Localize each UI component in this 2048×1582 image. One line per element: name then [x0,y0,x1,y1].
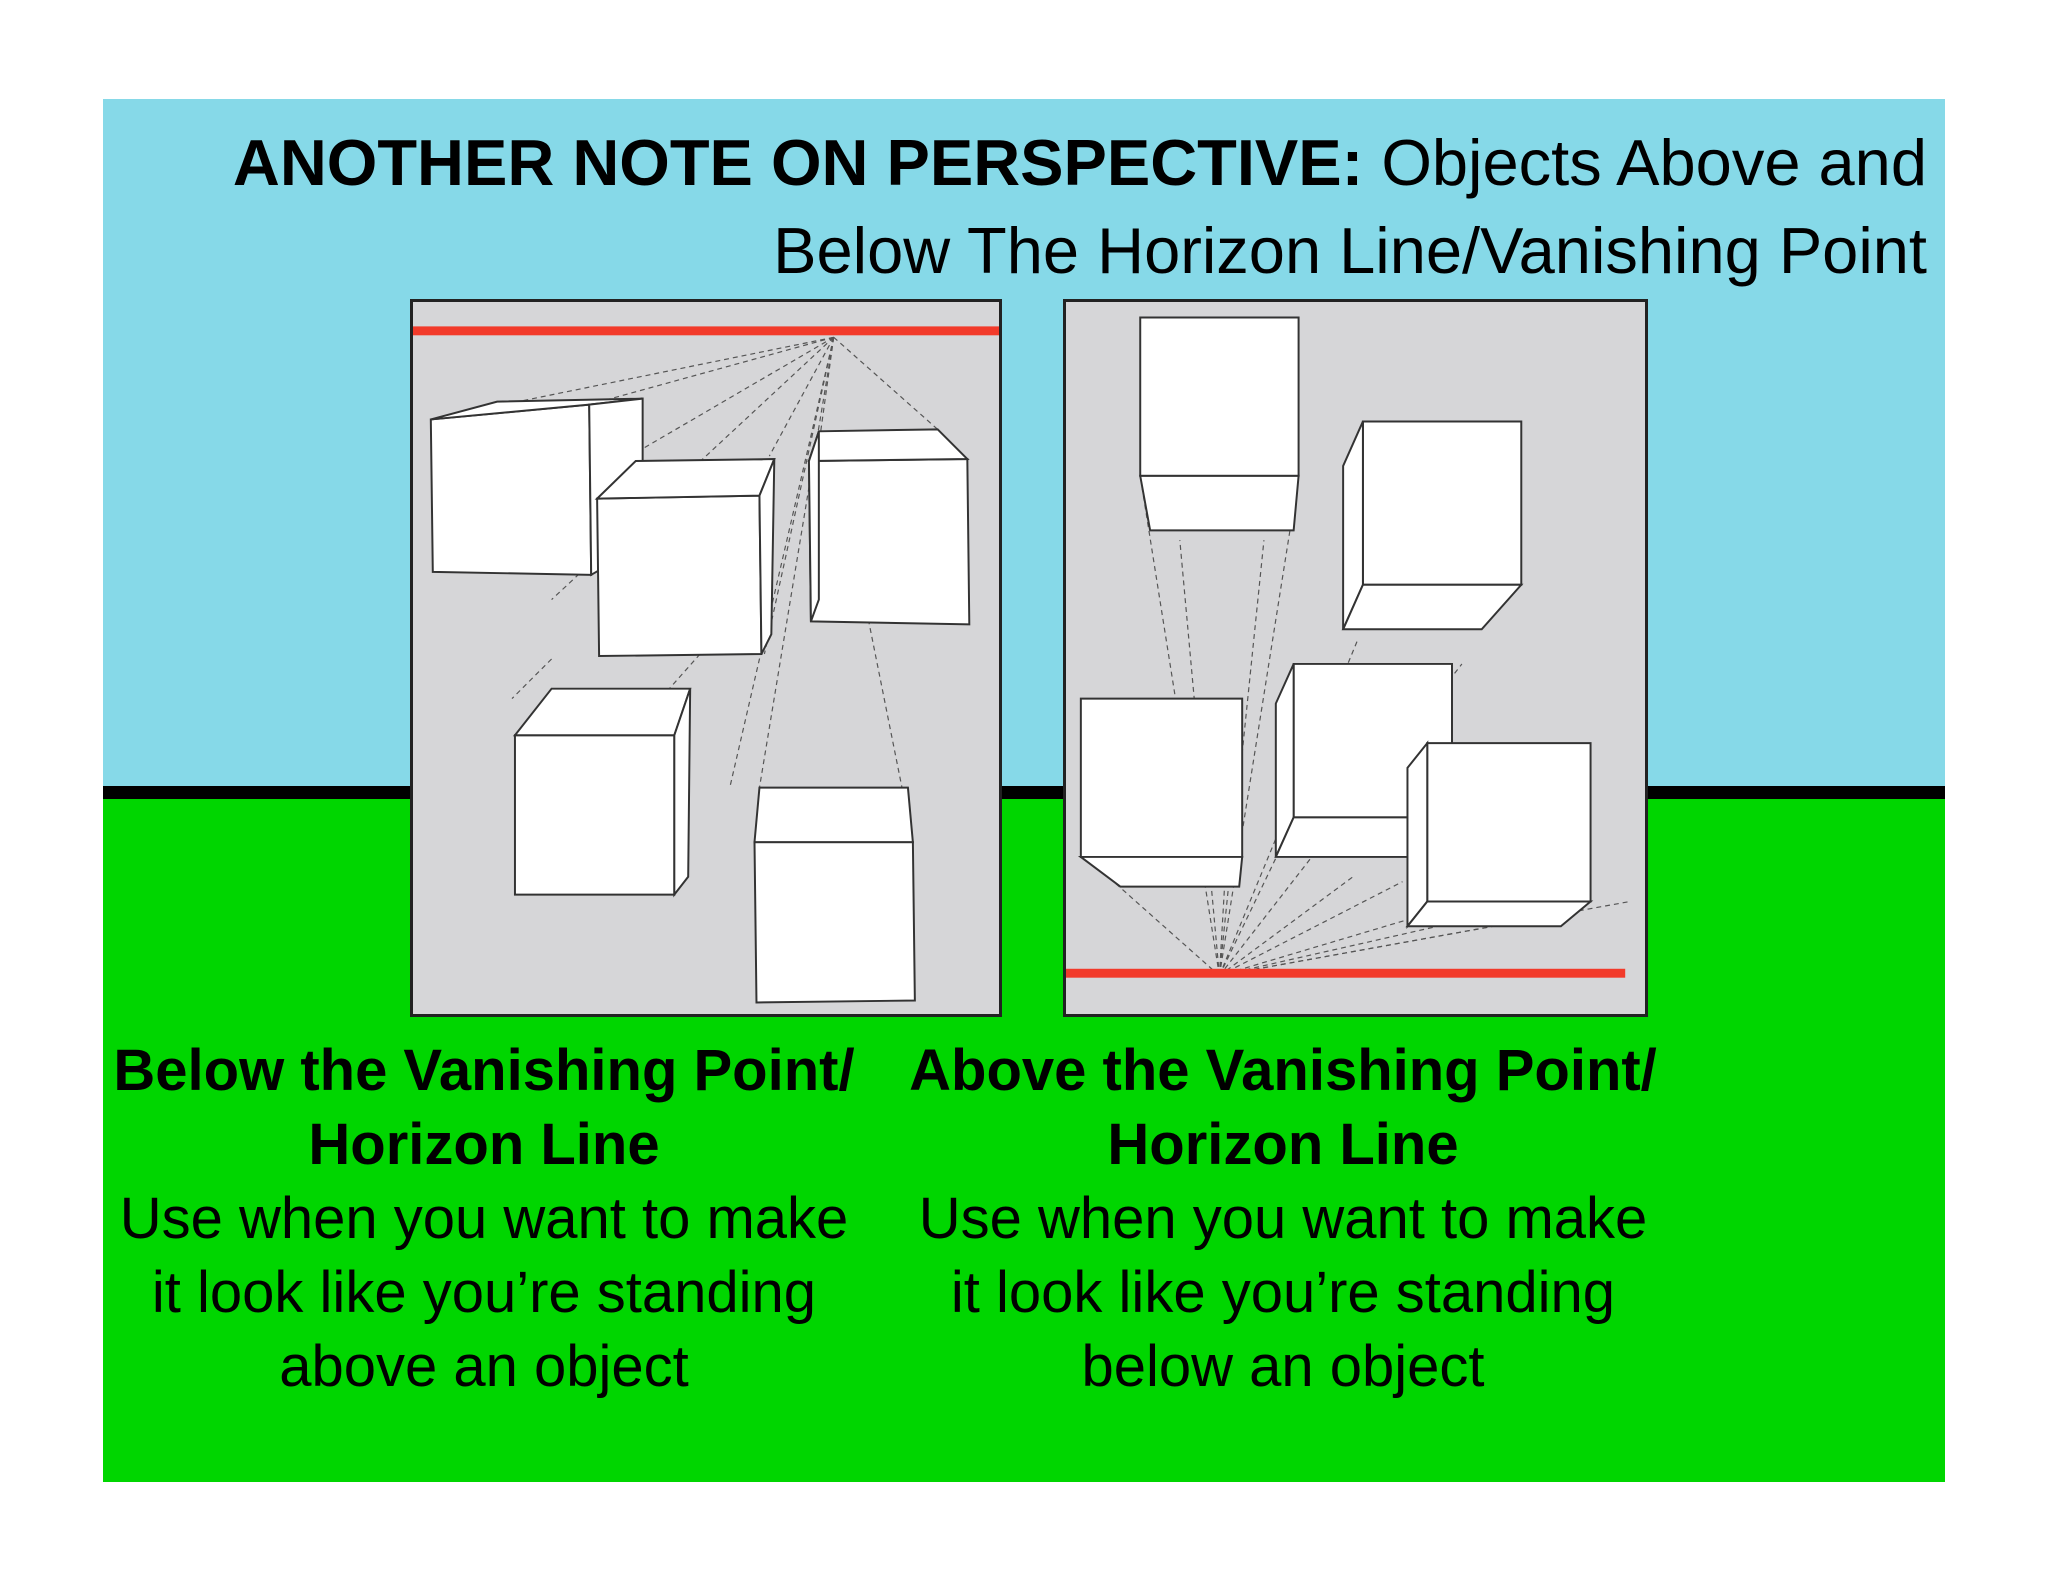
caption-below [104,1034,864,1404]
cube-shapes [431,399,969,1003]
below-vanishing-point-illustration [410,299,1002,1017]
vanishing-line-bottom [1066,969,1625,978]
above-perspective-drawing [1066,302,1645,1014]
title-rest: Objects Above and Below The Horizon Line/Vanishing Point [773,126,1927,287]
cube-shapes [1081,318,1591,927]
title-bold: ANOTHER NOTE ON PERSPECTIVE: [232,126,1364,199]
caption-below-heading: Below the Vanishing Point/ Horizon Line [113,1038,855,1177]
slide-title [147,119,1927,295]
below-perspective-drawing [413,302,999,1014]
slide [103,99,1945,1482]
caption-above [903,1034,1663,1404]
horizon-line [103,786,1945,799]
caption-above-heading: Above the Vanishing Point/ Horizon Line [909,1038,1657,1177]
vanishing-line-top [413,326,999,335]
caption-below-body: Use when you want to make it look like you’re standing above an object [119,1186,849,1399]
caption-above-body: Use when you want to make it look like you’re standing below an object [918,1186,1648,1399]
above-vanishing-point-illustration [1063,299,1648,1017]
